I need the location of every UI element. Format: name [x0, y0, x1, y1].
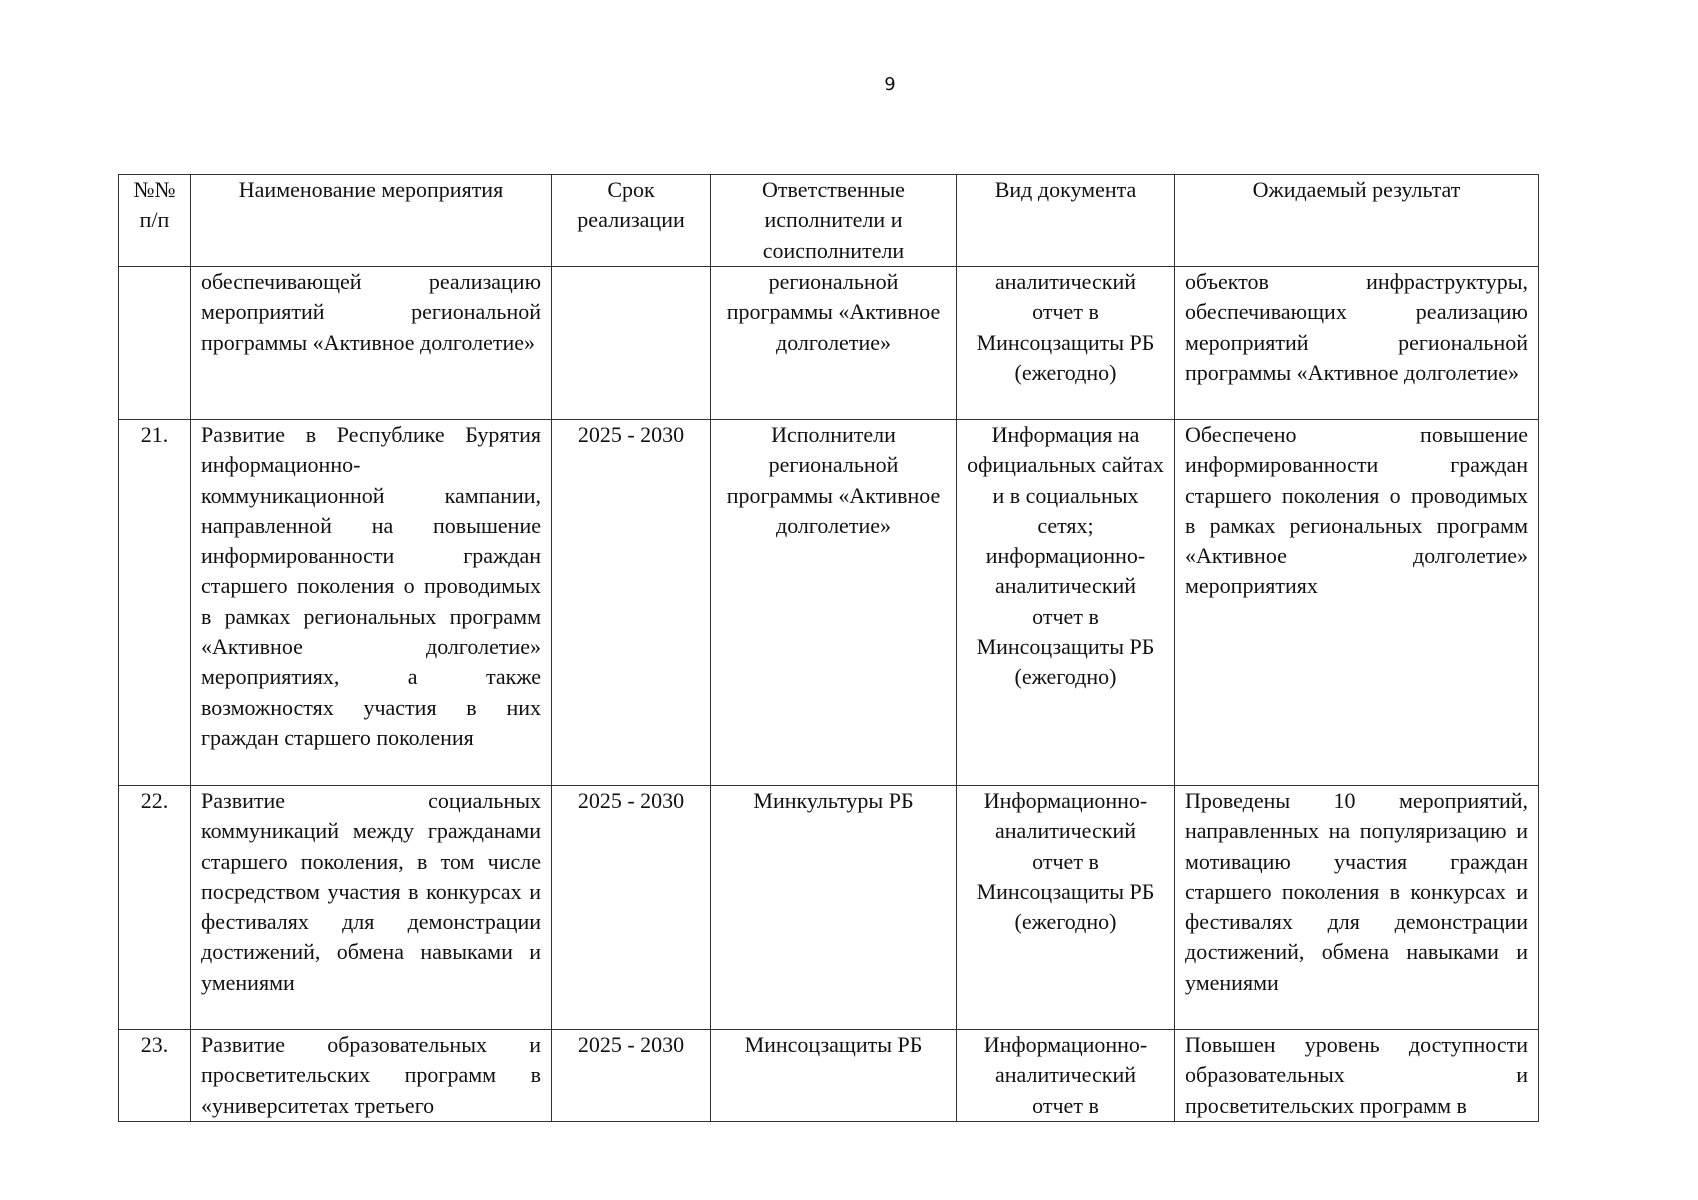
- expected-result: объектов инфраструктуры, обеспечивающих реализацию мероприятий региональной программы «Активное долголетие»: [1175, 267, 1539, 420]
- header-document-type: Вид документа: [957, 175, 1175, 267]
- table-header-row: [119, 175, 1539, 267]
- table-row: [119, 1030, 1539, 1122]
- table-row: [119, 267, 1539, 420]
- header-executors: Ответственные исполнители и соисполнители: [711, 175, 957, 267]
- term: 2025 - 2030: [552, 786, 711, 1030]
- header-expected-result: Ожидаемый результат: [1175, 175, 1539, 267]
- document-type: Информационно-аналитический отчет в: [957, 1030, 1175, 1122]
- activity-name: Развитие в Республике Бурятия информационно-коммуникационной кампании, направленной на повышение информированности граждан старшего поколения о проводимых в рамках региональных программ «Активное долголетие» мероприятиях, а также возможностях участия в них граждан старшего поколения: [191, 420, 552, 786]
- page-number: 9: [884, 74, 896, 95]
- activity-name: Развитие социальных коммуникаций между гражданами старшего поколения, в том числе посредством участия в конкурсах и фестивалях для демонстрации достижений, обмена навыками и умениями: [191, 786, 552, 1030]
- term: 2025 - 2030: [552, 420, 711, 786]
- header-activity-name: Наименование мероприятия: [191, 175, 552, 267]
- activities-table: [118, 174, 1539, 1122]
- expected-result: Проведены 10 мероприятий, направленных на популяризацию и мотивацию участия граждан старшего поколения в конкурсах и фестивалях для демонстрации достижений, обмена навыками и умениями: [1175, 786, 1539, 1030]
- executors: региональной программы «Активное долголетие»: [711, 267, 957, 420]
- row-number: 21.: [119, 420, 191, 786]
- row-number: 23.: [119, 1030, 191, 1122]
- document-type: Информация на официальных сайтах и в социальных сетях; информационно-аналитический отчет в Минсоцзащиты РБ (ежегодно): [957, 420, 1175, 786]
- document-type: Информационно-аналитический отчет в Минсоцзащиты РБ (ежегодно): [957, 786, 1175, 1030]
- term: 2025 - 2030: [552, 1030, 711, 1122]
- row-number: 22.: [119, 786, 191, 1030]
- expected-result: Повышен уровень доступности образовательных и просветительских программ в: [1175, 1030, 1539, 1122]
- expected-result: Обеспечено повышение информированности граждан старшего поколения о проводимых в рамках региональных программ «Активное долголетие» мероприятиях: [1175, 420, 1539, 786]
- table-row: [119, 786, 1539, 1030]
- header-number: №№ п/п: [119, 175, 191, 267]
- executors: Исполнители региональной программы «Активное долголетие»: [711, 420, 957, 786]
- term: [552, 267, 711, 420]
- row-number: [119, 267, 191, 420]
- table-row: [119, 420, 1539, 786]
- activity-name: обеспечивающей реализацию мероприятий региональной программы «Активное долголетие»: [191, 267, 552, 420]
- header-term: Срок реализации: [552, 175, 711, 267]
- document-type: аналитический отчет в Минсоцзащиты РБ (ежегодно): [957, 267, 1175, 420]
- activity-name: Развитие образовательных и просветительских программ в «университетах третьего: [191, 1030, 552, 1122]
- executors: Минкультуры РБ: [711, 786, 957, 1030]
- executors: Минсоцзащиты РБ: [711, 1030, 957, 1122]
